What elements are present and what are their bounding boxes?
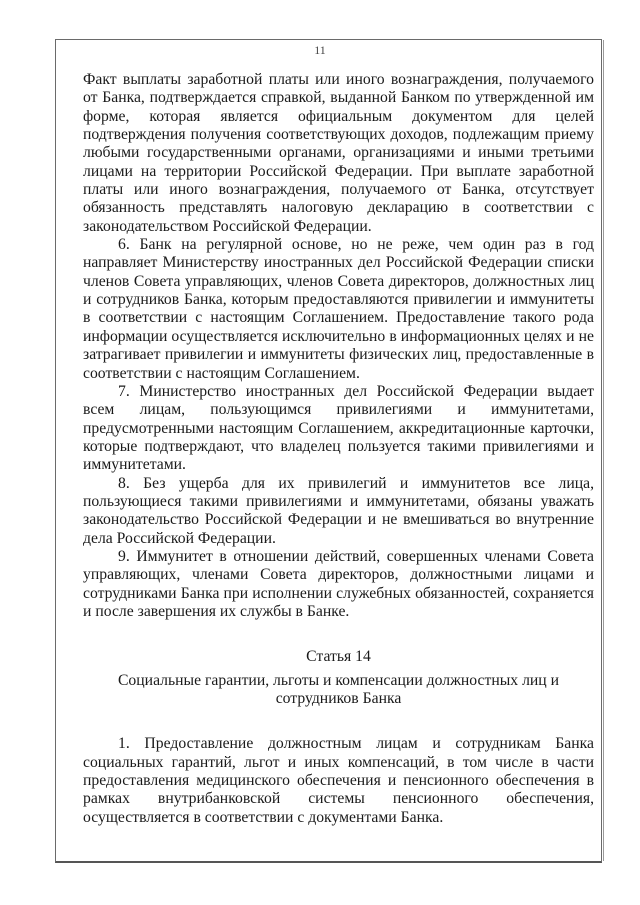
paragraph-tax-certificate: Факт выплаты заработной платы или иного вознаграждения, получаемого от Банка, подтверждается справкой, выданной Банком по утвержденной им форме, которая является официальным документом для целей подтверждения получения соответствующих доходов, подлежащим приему любыми государственными органами, организациями и иными третьими лицами на территории Российской Федерации. При выплате заработной платы или иного вознаграждения, получаемого от Банка, отсутствует обязанность представлять налоговую декларацию в соответствии с законодательством Российской Федерации. [83, 71, 594, 235]
paragraph-8: 8. Без ущерба для их привилегий и иммунитетов все лица, пользующиеся такими привилегиями и иммунитетами, обязаны уважать законодательство Российской Федерации и не вмешиваться во внутренние дела Российской Федерации. [83, 474, 594, 547]
page-number: 11 [314, 43, 326, 57]
paragraph-9: 9. Иммунитет в отношении действий, совершенных членами Совета управляющих, членами Совета директоров, должностными лицами и сотрудниками Банка при исполнении служебных обязанностей, сохраняется и после завершения их службы в Банке. [83, 547, 594, 620]
paragraph-6: 6. Банк на регулярной основе, но не реже, чем один раз в год направляет Министерству иностранных дел Российской Федерации списки членов Совета управляющих, членов Совета директоров, должностных лиц и сотрудников Банка, которым предоставляются привилегии и иммунитеты в соответствии с настоящим Соглашением. Предоставление такого рода информации осуществляется исключительно в информационных целях и не затрагивает привилегии и иммунитеты физических лиц, предоставленные в соответствии с настоящим Соглашением. [83, 236, 594, 382]
article-14-paragraph-1: 1. Предоставление должностным лицам и сотрудникам Банка социальных гарантий, льгот и иных компенсаций, в том числе в части предоставления медицинского обеспечения и пенсионного обеспечения в рамках внутрибанковской системы пенсионного обеспечения, осуществляется в соответствии с документами Банка. [83, 735, 594, 826]
article-heading-title: Социальные гарантии, льготы и компенсации должностных лиц и сотрудников Банка [117, 671, 560, 707]
document-body [83, 71, 594, 827]
paragraph-7: 7. Министерство иностранных дел Российской Федерации выдает всем лицам, пользующимся привилегиями и иммунитетами, предусмотренными настоящим Соглашением, аккредитационные карточки, которые подтверждают, что владелец пользуется такими привилегиями и иммунитетами. [83, 382, 594, 474]
article-heading-number: Статья 14 [306, 648, 371, 666]
page-border-shadow [603, 40, 604, 861]
